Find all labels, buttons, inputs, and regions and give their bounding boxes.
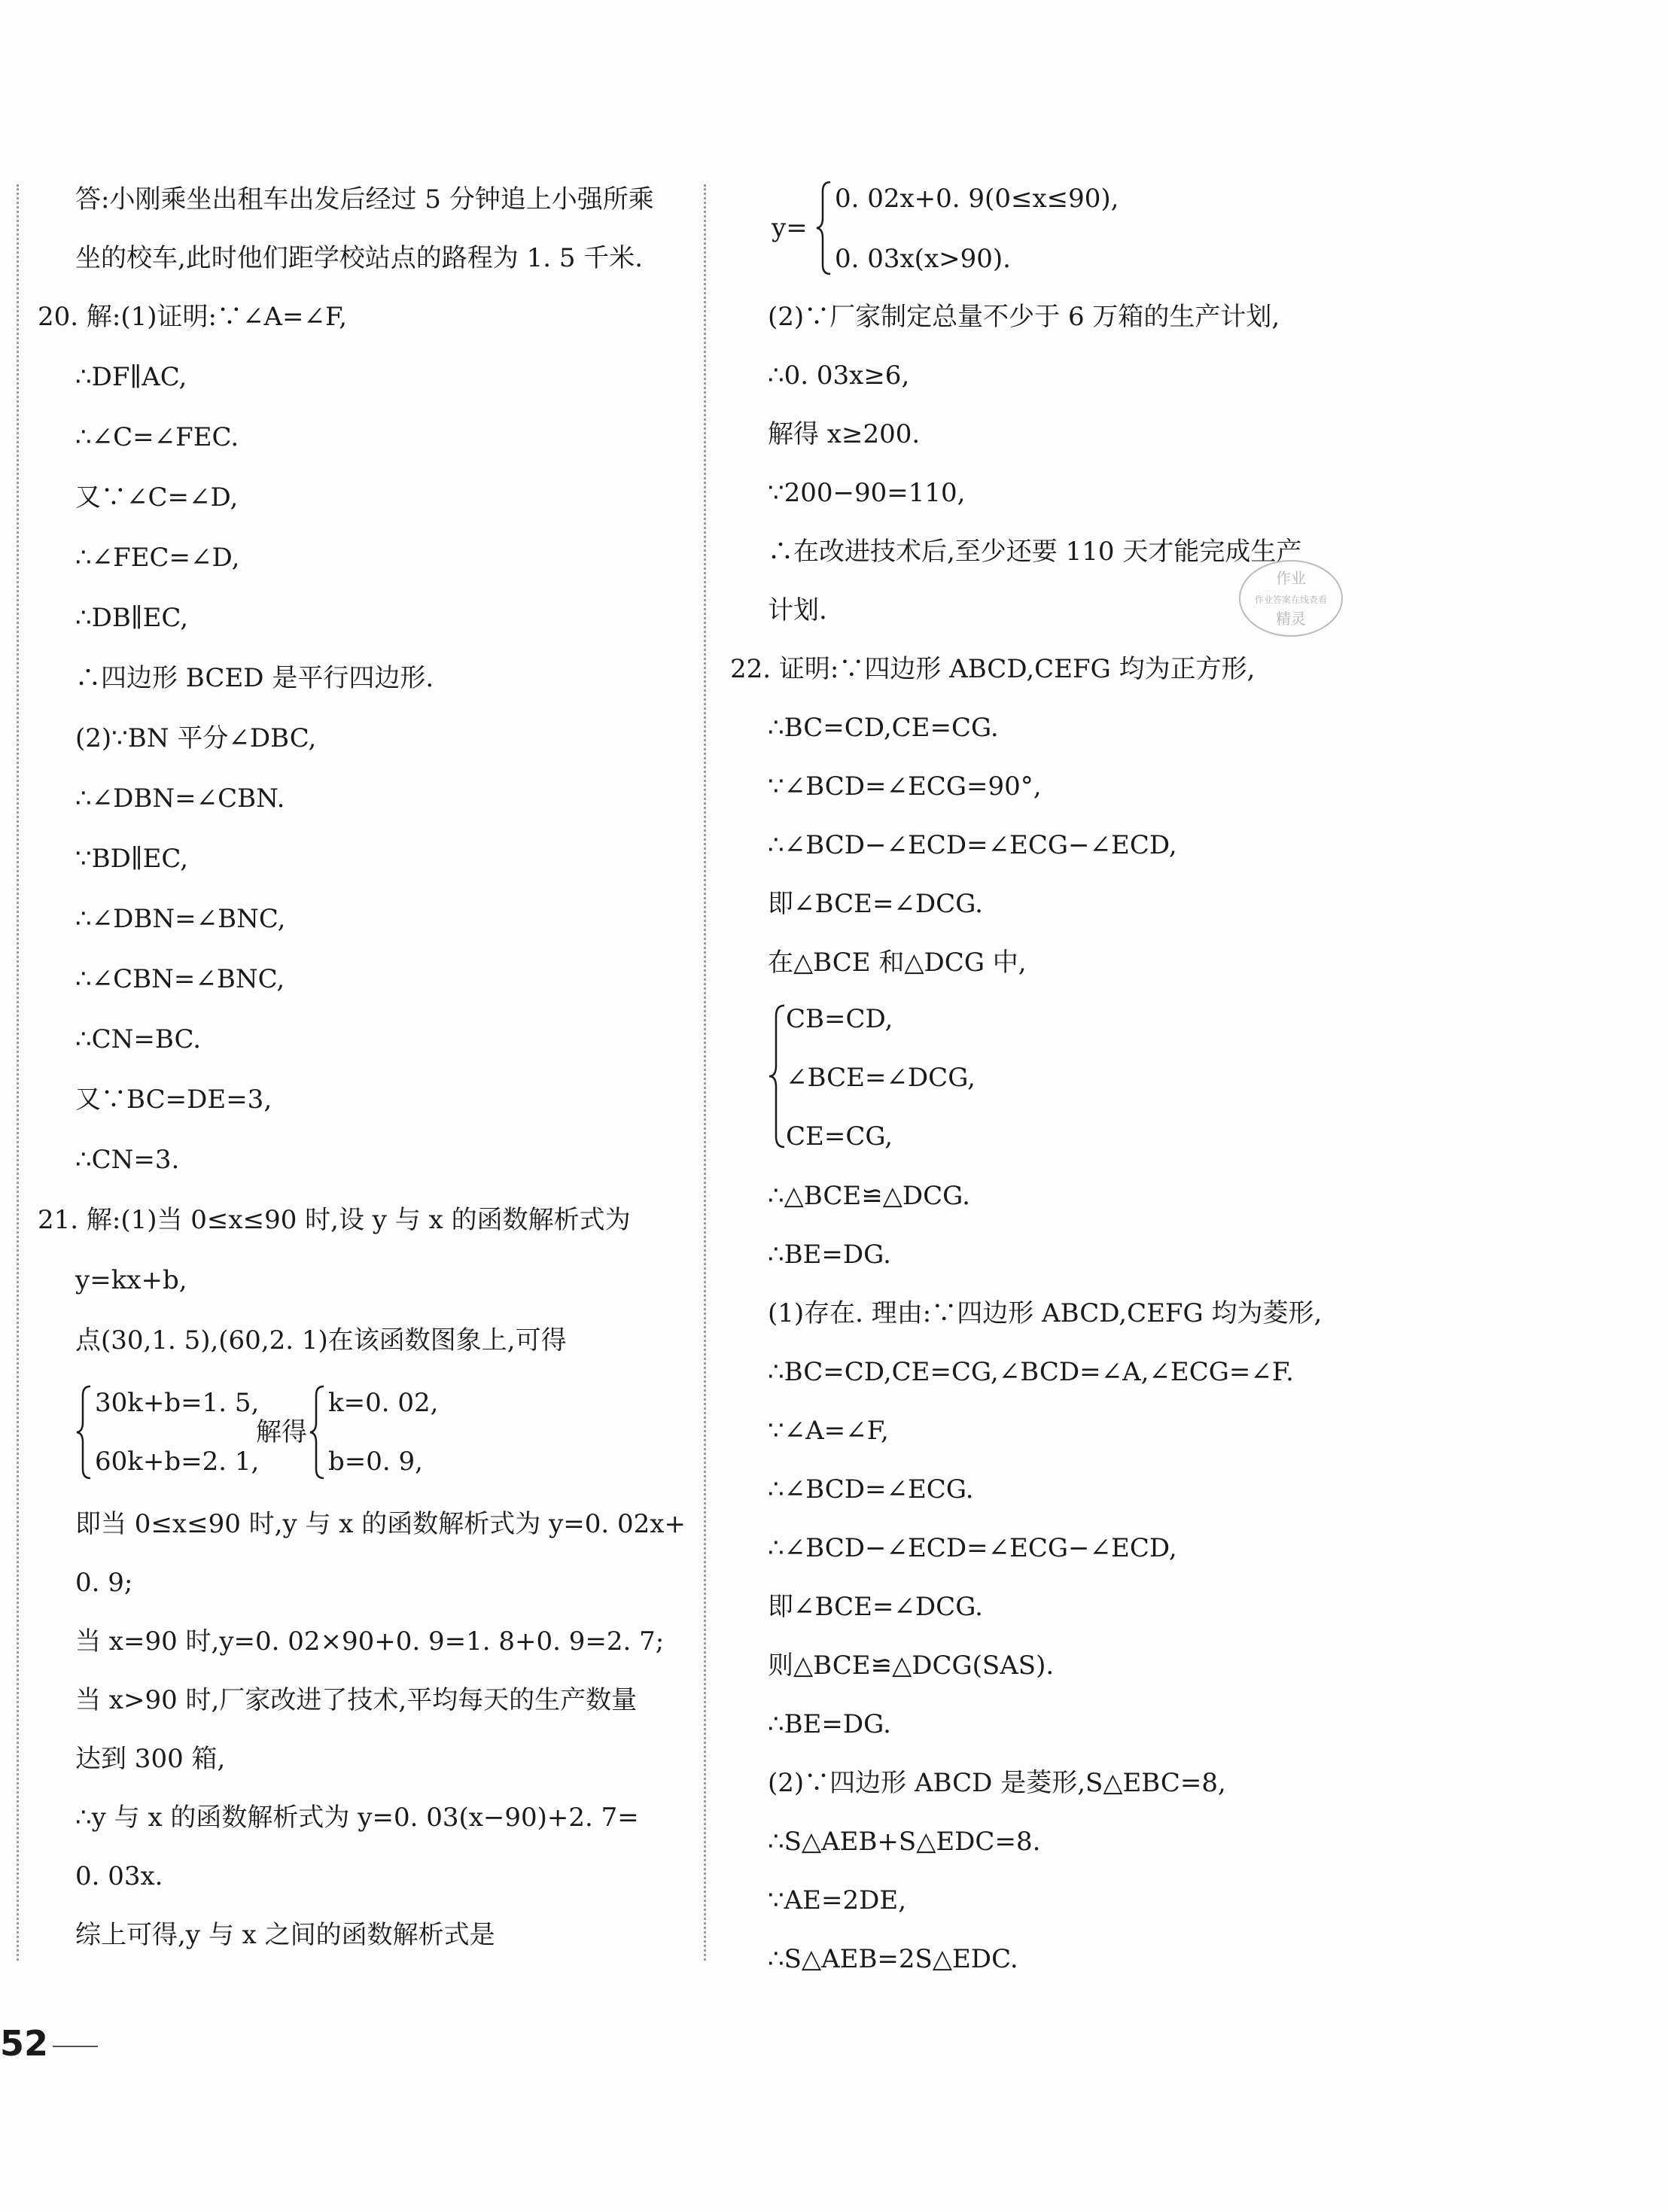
text-line: ∴y 与 x 的函数解析式为 y=0. 03(x−90)+2. 7= [75, 1803, 639, 1833]
text-line: ∴在改进技术后,至少还要 110 天才能完成生产 [768, 537, 1302, 567]
equation-line: 60k+b=2. 1, [95, 1447, 260, 1477]
text-line: 坐的校车,此时他们距学校站点的路程为 1. 5 千米. [75, 243, 644, 273]
text-line: ∵BD∥EC, [75, 844, 189, 874]
equation-system [75, 1383, 467, 1481]
text-line: ∴DF∥AC, [75, 362, 187, 392]
watermark-stamp [1234, 553, 1347, 644]
text-line: 又∵BC=DE=3, [75, 1085, 272, 1115]
text-line: 在△BCE 和△DCG 中, [768, 948, 1027, 978]
text-line: 20. 解:(1)证明:∵∠A=∠F, [38, 302, 348, 332]
text-line: 则△BCE≌△DCG(SAS). [768, 1651, 1055, 1681]
text-line: ∴∠CBN=∠BNC, [75, 964, 285, 994]
left-brace-icon [75, 1383, 92, 1481]
text-line: ∴S△AEB+S△EDC=8. [768, 1827, 1041, 1857]
text-line: ∴S△AEB=2S△EDC. [768, 1944, 1018, 1974]
text-line: ∵∠A=∠F, [768, 1416, 889, 1446]
solution-line: b=0. 9, [328, 1447, 423, 1477]
equation-line: CE=CG, [786, 1121, 893, 1152]
equation-line: CB=CD, [786, 1004, 893, 1034]
text-line: 0. 03x. [75, 1861, 163, 1891]
text-line: 解得 x≥200. [768, 419, 921, 449]
text-line: ∴△BCE≌△DCG. [768, 1181, 970, 1211]
text-line: ∴0. 03x≥6, [768, 361, 910, 391]
text-line: ∵∠BCD=∠ECG=90°, [768, 771, 1042, 802]
text-line: ∴∠BCD−∠ECD=∠ECG−∠ECD, [768, 1533, 1177, 1563]
text-line: 答:小刚乘坐出租车出发后经过 5 分钟追上小强所乘 [75, 184, 654, 215]
left-margin-dotted-line [17, 184, 19, 1961]
text-line: ∴BC=CD,CE=CG,∠BCD=∠A,∠ECG=∠F. [768, 1357, 1294, 1387]
left-brace-icon [815, 179, 832, 277]
piecewise-case: 0. 03x(x>90). [835, 244, 1011, 274]
text-line: (2)∵厂家制定总量不少于 6 万箱的生产计划, [768, 302, 1280, 332]
text-line: 点(30,1. 5),(60,2. 1)在该函数图象上,可得 [75, 1325, 567, 1355]
text-line: ∴∠DBN=∠CBN. [75, 783, 285, 814]
text-line: 当 x=90 时,y=0. 02×90+0. 9=1. 8+0. 9=2. 7; [75, 1626, 665, 1657]
svg-text:作业: 作业 [1276, 569, 1306, 587]
solve-label: 解得 [256, 1417, 307, 1447]
text-line: ∴CN=BC. [75, 1024, 202, 1054]
text-line: 21. 解:(1)当 0≤x≤90 时,设 y 与 x 的函数解析式为 [38, 1205, 631, 1235]
piecewise-lhs: y= [772, 213, 808, 243]
equation-line: ∠BCE=∠DCG, [786, 1063, 976, 1093]
text-line: ∴CN=3. [75, 1145, 180, 1175]
text-line: (2)∵BN 平分∠DBC, [75, 723, 317, 753]
text-line: ∴∠C=∠FEC. [75, 422, 239, 452]
equation-line: 30k+b=1. 5, [95, 1388, 260, 1418]
text-line: ∴BC=CD,CE=CG. [768, 713, 999, 743]
text-line: ∵200−90=110, [768, 478, 966, 508]
solution-line: k=0. 02, [328, 1388, 439, 1418]
piecewise-function [772, 179, 1298, 277]
text-line: ∴∠FEC=∠D, [75, 543, 240, 573]
text-line: 0. 9; [75, 1568, 133, 1598]
text-line: 综上可得,y 与 x 之间的函数解析式是 [75, 1920, 495, 1950]
page-number-dash [53, 2046, 98, 2047]
text-line: ∴BE=DG. [768, 1240, 891, 1270]
text-line: ∴∠DBN=∠BNC, [75, 904, 286, 934]
svg-text:作业答案在线查看: 作业答案在线查看 [1254, 595, 1328, 605]
text-line: 即∠BCE=∠DCG. [768, 1592, 983, 1622]
svg-text:精灵: 精灵 [1276, 610, 1306, 628]
text-line: ∴∠BCD=∠ECG. [768, 1474, 974, 1505]
congruence-system [768, 1001, 1144, 1152]
text-line: 达到 300 箱, [75, 1744, 226, 1774]
text-line: 即∠BCE=∠DCG. [768, 889, 983, 919]
text-line: (1)存在. 理由:∵四边形 ABCD,CEFG 均为菱形, [768, 1298, 1323, 1328]
piecewise-case: 0. 02x+0. 9(0≤x≤90), [835, 184, 1119, 214]
text-line: ∵AE=2DE, [768, 1885, 907, 1915]
left-brace-icon [309, 1383, 325, 1481]
text-line: y=kx+b, [75, 1265, 187, 1295]
text-line: ∴DB∥EC, [75, 603, 189, 633]
text-line: (2)∵四边形 ABCD 是菱形,S△EBC=8, [768, 1768, 1226, 1798]
text-line: ∴四边形 BCED 是平行四边形. [75, 663, 434, 693]
text-line: ∴∠BCD−∠ECD=∠ECG−∠ECD, [768, 830, 1177, 860]
text-line: 当 x>90 时,厂家改进了技术,平均每天的生产数量 [75, 1685, 638, 1715]
column-divider-dotted-line [704, 184, 706, 1961]
text-line: 又∵∠C=∠D, [75, 482, 239, 513]
text-line: 22. 证明:∵四边形 ABCD,CEFG 均为正方形, [730, 654, 1256, 684]
text-line: 即当 0≤x≤90 时,y 与 x 的函数解析式为 y=0. 02x+ [75, 1509, 686, 1539]
text-line: ∴BE=DG. [768, 1709, 891, 1739]
left-brace-icon [768, 1001, 786, 1152]
text-line: 计划. [768, 595, 827, 625]
page-number: 52 [0, 2023, 49, 2064]
